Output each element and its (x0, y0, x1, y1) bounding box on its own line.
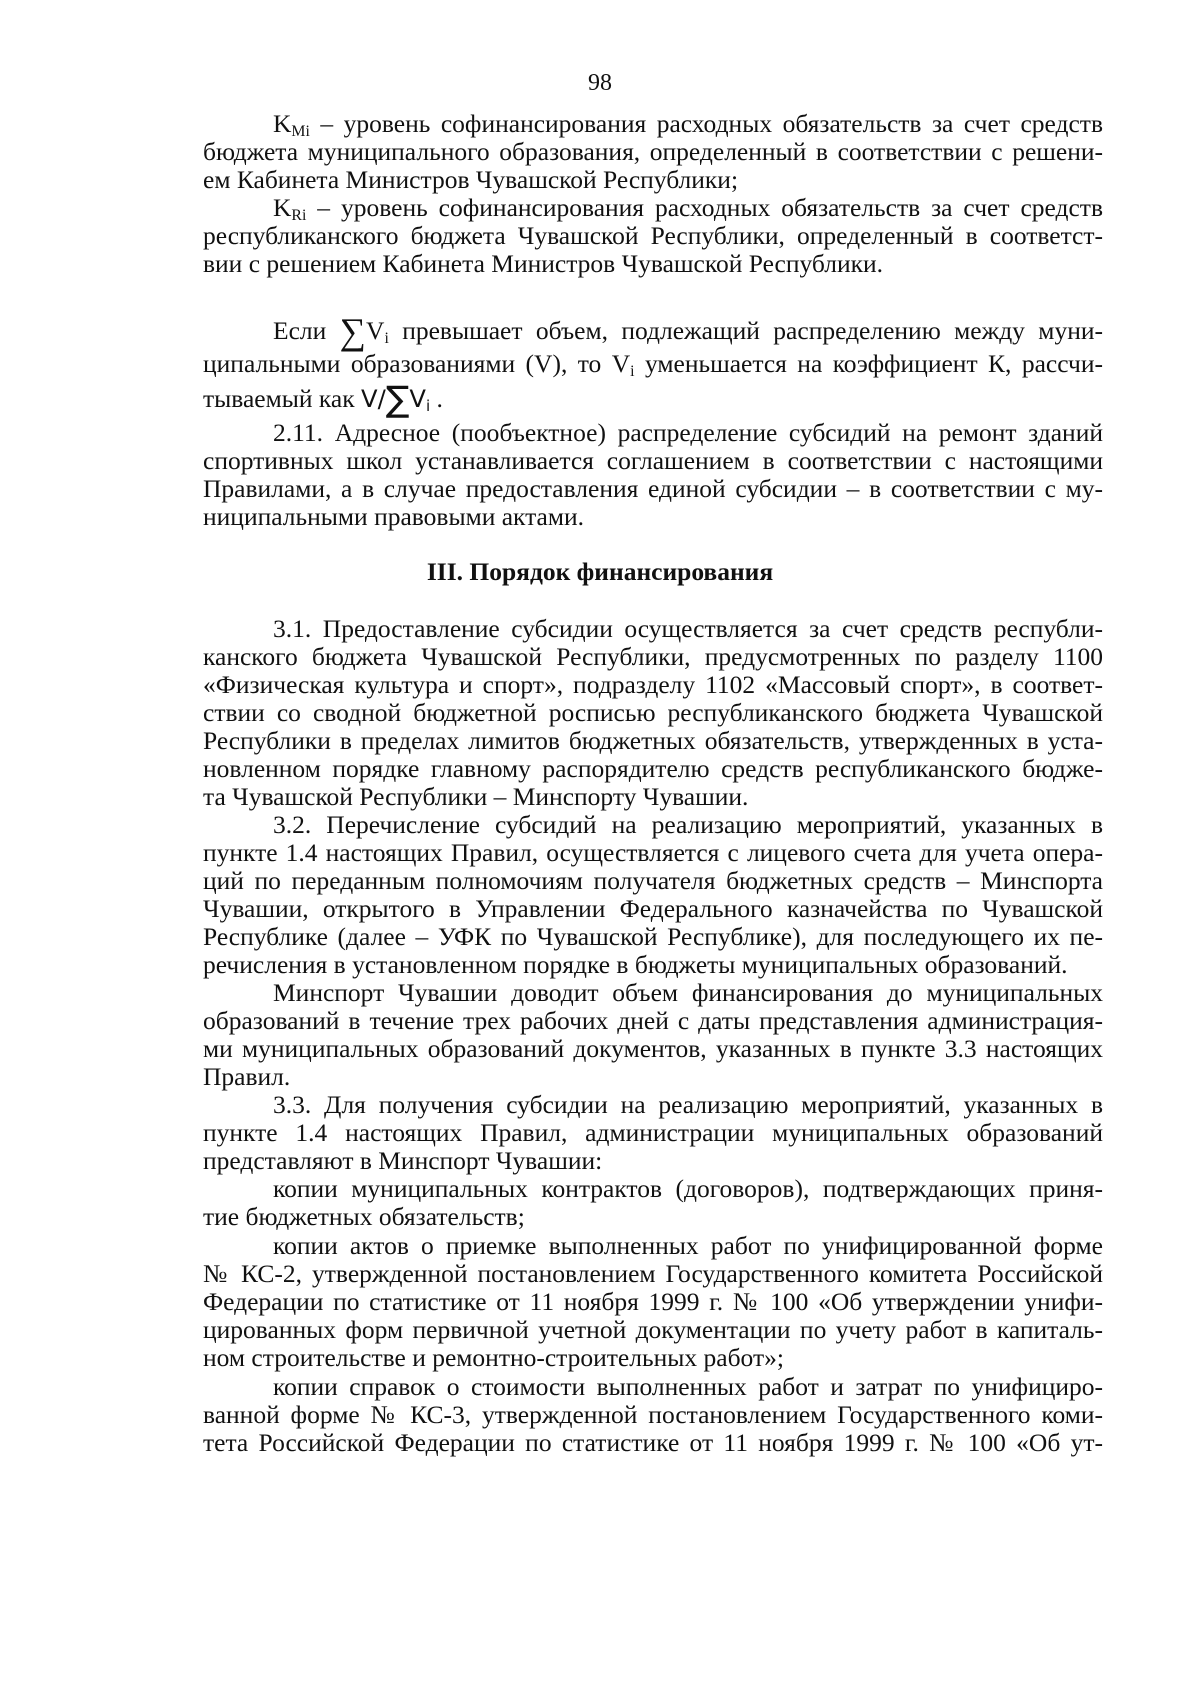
p33c-line-3: тета Российской Федерации по статистике от 11 ноября 1999 г. № 100 «Об ут- (203, 1428, 1103, 1457)
kri-symbol: K (273, 193, 292, 222)
p32b-line-1: Минспорт Чувашии доводит объем финансирования до муниципальных (273, 978, 1103, 1007)
p32-line-4: Чувашии, открытого в Управлении Федерального казначейства по Чувашской (203, 894, 1103, 923)
p32-line-2: пункте 1.4 настоящих Правил, осуществляется с лицевого счета для учета опера- (203, 838, 1103, 867)
kri-definition: – уровень софинансирования расходных обязательств за счет средств (306, 193, 1103, 222)
p31-line-4: ствии со сводной бюджетной росписью республиканского бюджета Чувашской (203, 698, 1103, 727)
sum-line-3 (203, 379, 1103, 421)
sum-line-3-end: . (430, 384, 443, 413)
p33a-line-2: тие бюджетных обязательств; (203, 1202, 525, 1231)
sum-line-2-subscript: i (630, 362, 635, 380)
kmi-subscript: Mi (291, 122, 310, 140)
p33b-line-3: Федерации по статистике от 11 ноября 1999 г. № 100 «Об утверждении унифи- (203, 1287, 1103, 1316)
p33a-line-1: копии муниципальных контрактов (договоров), подтверждающих приня- (273, 1174, 1103, 1203)
p33-line-3: представляют в Минспорт Чувашии: (203, 1146, 603, 1175)
p31-line-1: 3.1. Предоставление субсидии осуществляется за счет средств республи- (273, 614, 1103, 643)
kri-line-2: республиканского бюджета Чувашской Республики, определенный в соответст- (203, 221, 1103, 250)
kmi-symbol: K (273, 109, 292, 138)
i-subscript: i (384, 329, 389, 347)
p33b-line-5: ном строительстве и ремонтно-строительных работ»; (203, 1343, 784, 1372)
kri-line-3: вии с решением Кабинета Министров Чувашской Республики. (203, 249, 884, 278)
sum-line-3-start: тываемый как (203, 384, 361, 413)
p211-line-1: 2.11. Адресное (пообъектное) распределение субсидий на ремонт зданий (273, 418, 1103, 447)
section-heading: III. Порядок финансирования (426, 557, 774, 586)
kmi-line-2: бюджета муниципального образования, определенный в соответствии с решени- (203, 137, 1103, 166)
v-symbol: V (366, 316, 385, 345)
p211-line-2: спортивных школ устанавливается соглашением в соответствии с настоящими (203, 446, 1103, 475)
p33-line-1: 3.3. Для получения субсидии на реализацию мероприятий, указанных в (273, 1090, 1103, 1119)
p31-line-3: «Физическая культура и спорт», подразделу 1102 «Массовый спорт», в соответ- (203, 670, 1103, 699)
p33b-line-4: цированных форм первичной учетной документации по учету работ в капиталь- (203, 1315, 1103, 1344)
coefficient-formula: $V/\sum V_i$ (361, 379, 431, 421)
sum-line-1 (273, 310, 1103, 352)
page-number: 98 (588, 70, 612, 96)
p211-line-4: ниципальными правовыми актами. (203, 502, 585, 531)
p33c-line-1: копии справок о стоимости выполненных работ и затрат по унифициро- (273, 1372, 1103, 1401)
p33b-line-1: копии актов о приемке выполненных работ по унифицированной форме (273, 1231, 1103, 1260)
p31-line-5: Республики в пределах лимитов бюджетных обязательств, утвержденных в уста- (203, 726, 1103, 755)
p33b-line-2: № КС-2, утвержденной постановлением Государственного комитета Российской (203, 1259, 1103, 1288)
sigma-symbol: ∑ (339, 310, 367, 352)
p31-line-6: новленном порядке главному распорядителю средств республиканского бюдже- (203, 754, 1103, 783)
sum-line-2 (203, 347, 1103, 381)
sum-line-2-end: уменьшается на коэффициент К, рассчи- (634, 349, 1103, 378)
kmi-definition: – уровень софинансирования расходных обязательств за счет средств (309, 109, 1103, 138)
p33-line-2: пункте 1.4 настоящих Правил, администрации муниципальных образований (203, 1118, 1103, 1147)
p32-line-1: 3.2. Перечисление субсидий на реализацию мероприятий, указанных в (273, 810, 1103, 839)
p32-line-6: речисления в установленном порядке в бюджеты муниципальных образований. (203, 950, 1068, 979)
kmi-line-3: ем Кабинета Министров Чувашской Республики; (203, 165, 739, 194)
p211-line-3: Правилами, а в случае предоставления единой субсидии – в соответствии с му- (203, 474, 1103, 503)
p32b-line-2: образований в течение трех рабочих дней с даты представления администрация- (203, 1006, 1103, 1035)
p31-line-7: та Чувашской Республики – Минспорту Чувашии. (203, 782, 749, 811)
p32b-line-4: Правил. (203, 1062, 291, 1091)
p32-line-3: ций по переданным полномочиям получателя бюджетных средств – Минспорта (203, 866, 1103, 895)
p33c-line-2: ванной форме № КС-3, утвержденной постановлением Государственного коми- (203, 1400, 1103, 1429)
kri-subscript: Ri (291, 206, 307, 224)
sum-text-start: Если (273, 316, 340, 345)
p32b-line-3: ми муниципальных образований документов, указанных в пункте 3.3 настоящих (203, 1034, 1103, 1063)
p32-line-5: Республике (далее – УФК по Чувашской Республике), для последующего их пе- (203, 922, 1103, 951)
sum-line-2-start: ципальными образованиями (V), то V (203, 349, 631, 378)
sum-text-end: превышает объем, подлежащий распределению между муни- (388, 316, 1103, 345)
p31-line-2: канского бюджета Чувашской Республики, предусмотренных по разделу 1100 (203, 642, 1103, 671)
